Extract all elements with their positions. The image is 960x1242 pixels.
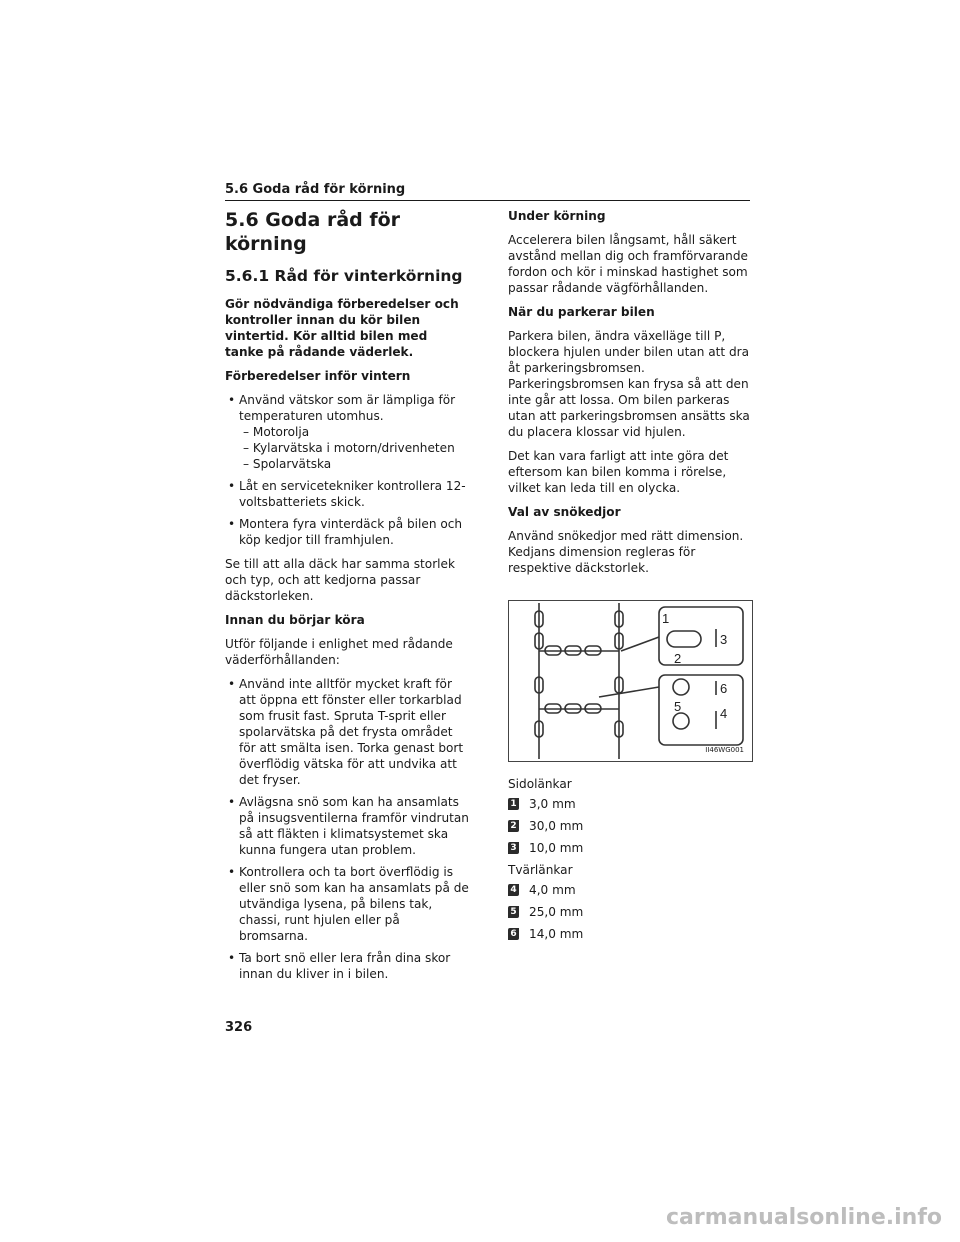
fluid-item: – Kylarvätska i motorn/drivenheten <box>243 441 455 455</box>
list-item: • Montera fyra vinterdäck på bilen och köp kedjor till framhjulen. <box>225 516 469 548</box>
prep-list <box>225 392 469 548</box>
list-item: • Kontrollera och ta bort överflödig is eller snö som kan ha ansamlats på de utvändiga lysena, på bilens tak, chassi, runt hjulen eller på bromsarna. <box>225 864 469 944</box>
parking-text: Parkera bilen, ändra växelläge till P, blockera hjulen under bilen utan att dra åt parkeringsbromsen. Parkeringsbromsen kan frysa så att den inte går att lossa. Om bilen parkeras utan att parkeringsbromsen ansätts ska du placera klossar vid hjulen. <box>508 329 750 439</box>
snow-chain-illustration <box>509 601 752 761</box>
dimension-value: 3,0 mm <box>529 797 576 811</box>
left-column <box>225 208 469 990</box>
subsection-title: 5.6.1 Råd för vinterkörning <box>225 267 463 285</box>
dimension-value: 30,0 mm <box>529 819 584 833</box>
dimension-number: 4 <box>508 884 519 896</box>
snow-chain-figure <box>508 600 753 762</box>
fig-label-3: 3 <box>720 632 728 647</box>
list-item: • Ta bort snö eller lera från dina skor innan du kliver in i bilen. <box>225 950 469 982</box>
fig-label-5: 5 <box>674 699 682 714</box>
before-intro: Utför följande i enlighet med rådande väderförhållanden: <box>225 637 453 667</box>
chains-heading: Val av snökedjor <box>508 505 621 519</box>
right-column <box>508 208 752 948</box>
driving-heading: Under körning <box>508 209 606 223</box>
dimension-number: 2 <box>508 820 519 832</box>
dimension-number: 3 <box>508 842 519 854</box>
dimension-value: 4,0 mm <box>529 883 576 897</box>
intro-paragraph: Gör nödvändiga förberedelser och kontroller innan du kör bilen vintertid. Kör alltid bilen med tanke på rådande väderlek. <box>225 297 459 359</box>
parking-heading: När du parkerar bilen <box>508 305 655 319</box>
dimension-row <box>508 926 752 942</box>
list-item: • Låt en servicetekniker kontrollera 12-voltsbatteriets skick. <box>225 478 469 510</box>
tires-paragraph: Se till att alla däck har samma storlek och typ, och att kedjorna passar däckstorleken. <box>225 557 455 603</box>
fig-label-4: 4 <box>720 706 728 721</box>
prep-heading: Förberedelser inför vintern <box>225 369 411 383</box>
dimension-number: 1 <box>508 798 519 810</box>
fig-label-2: 2 <box>674 651 682 666</box>
section-title: 5.6 Goda råd för körning <box>225 209 401 255</box>
list-item: • Använd vätskor som är lämpliga för temperaturen utomhus. – Motorolja – Kylarvätska i motorn/drivenheten – Spolarvätska <box>225 392 469 472</box>
danger-text: Det kan vara farligt att inte göra det eftersom kan bilen komma i rörelse, vilket kan leda till en olycka. <box>508 449 729 495</box>
dimension-number: 6 <box>508 928 519 940</box>
watermark: carmanualsonline.info <box>666 1205 942 1230</box>
dimension-row <box>508 818 752 834</box>
chains-text: Använd snökedjor med rätt dimension. Kedjans dimension regleras för respektive däckstorlek. <box>508 529 744 575</box>
side-links-caption: Sidolänkar <box>508 777 572 791</box>
cross-links-caption: Tvärlänkar <box>508 863 573 877</box>
driving-text: Accelerera bilen långsamt, håll säkert avstånd mellan dig och framförvarande fordon och kör i minskad hastighet som passar rådande vägförhållanden. <box>508 233 748 295</box>
dimension-value: 10,0 mm <box>529 841 584 855</box>
list-item: • Avlägsna snö som kan ha ansamlats på insugsventilerna framför vindrutan så att fläkten i klimatsystemet ska kunna fungera utan problem. <box>225 794 469 858</box>
fig-label-1: 1 <box>662 611 670 626</box>
before-list <box>225 676 469 982</box>
dimension-row <box>508 904 752 920</box>
fig-label-6: 6 <box>720 681 728 696</box>
page-number: 326 <box>225 1020 253 1035</box>
before-heading: Innan du börjar köra <box>225 613 365 627</box>
running-header <box>225 178 750 201</box>
fluid-item: – Motorolja <box>243 425 310 439</box>
dimension-number: 5 <box>508 906 519 918</box>
dimension-value: 14,0 mm <box>529 927 584 941</box>
fluid-item: – Spolarvätska <box>243 457 332 471</box>
dimension-value: 25,0 mm <box>529 905 584 919</box>
header-title: 5.6 Goda råd för körning <box>225 182 406 197</box>
dimension-row <box>508 840 752 856</box>
figure-code: II46WG001 <box>705 746 744 754</box>
dimension-row <box>508 882 752 898</box>
dimension-row <box>508 796 752 812</box>
list-item: • Använd inte alltför mycket kraft för att öppna ett fönster eller torkarblad som frusit fast. Spruta T-sprit eller spolarvätska på det frysta området för att smälta isen. Torka genast bort överflödig vätska för att undvika att det fryser. <box>225 676 469 788</box>
